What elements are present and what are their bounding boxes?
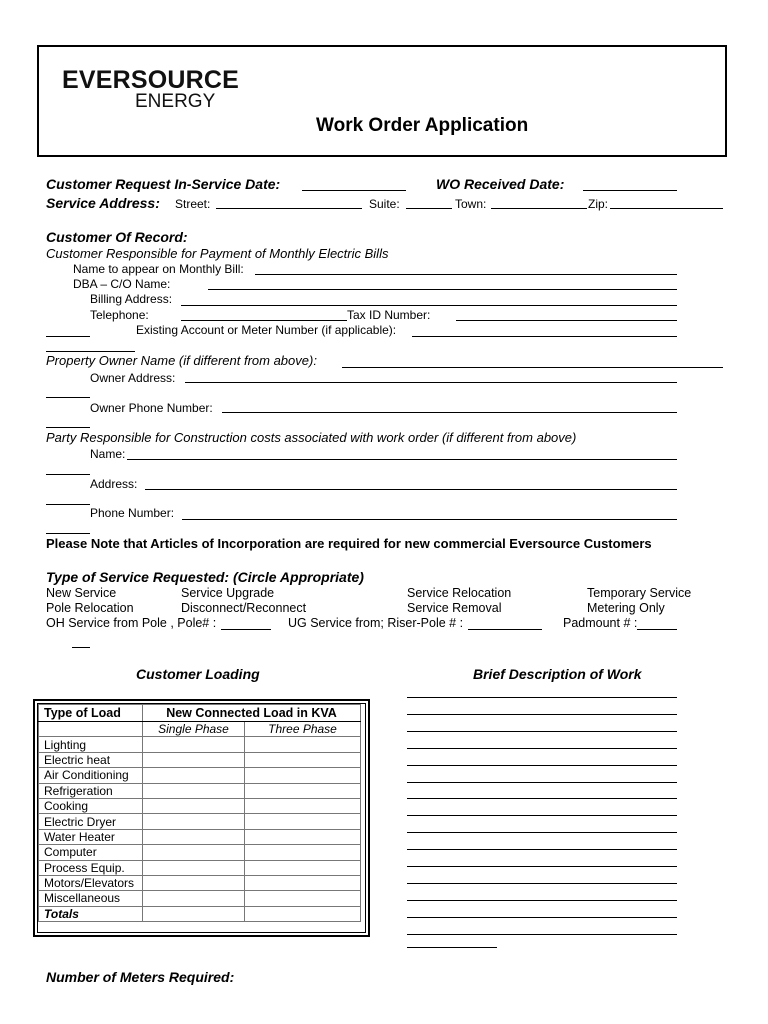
table-row <box>39 845 361 860</box>
dba-field[interactable] <box>208 289 677 290</box>
option-new-service[interactable]: New Service <box>46 586 117 600</box>
line-stub <box>46 427 90 428</box>
col-type-of-load: Type of Load <box>39 705 143 722</box>
logo-line2: ENERGY <box>135 91 216 112</box>
line-stub <box>46 533 90 534</box>
description-line[interactable] <box>407 900 677 901</box>
riser-pole-field[interactable] <box>468 629 542 630</box>
construction-phone-label: Phone Number: <box>90 506 175 520</box>
three-phase-cell[interactable] <box>245 814 361 829</box>
customer-of-record-heading: Customer Of Record: <box>46 229 188 245</box>
single-phase-cell[interactable] <box>143 829 245 844</box>
incorporation-note: Please Note that Articles of Incorporation are required for new commercial Eversource Customers <box>46 536 652 551</box>
construction-address-label: Address: <box>90 477 138 491</box>
three-phase-cell[interactable] <box>245 845 361 860</box>
single-phase-cell[interactable] <box>143 875 245 890</box>
option-service-removal[interactable]: Service Removal <box>407 601 502 615</box>
table-row <box>39 737 361 752</box>
description-line[interactable] <box>407 866 677 867</box>
three-phase-cell[interactable] <box>245 860 361 875</box>
customer-loading-table <box>33 699 370 937</box>
suite-field[interactable] <box>406 208 452 209</box>
customer-loading-heading: Customer Loading <box>136 666 260 682</box>
load-type: Motors/Elevators <box>39 875 143 890</box>
page-title: Work Order Application <box>316 115 529 136</box>
line-stub <box>72 647 90 648</box>
col-three-phase: Three Phase <box>245 722 361 737</box>
three-phase-cell[interactable] <box>245 875 361 890</box>
service-type-heading: Type of Service Requested: (Circle Appropriate) <box>46 569 364 585</box>
street-label: Street: <box>175 197 211 211</box>
logo-line1: EVERSOURCE <box>62 66 240 94</box>
suite-label: Suite: <box>369 197 400 211</box>
construction-address-field[interactable] <box>145 489 677 490</box>
col-kva: New Connected Load in KVA <box>143 705 361 722</box>
three-phase-cell[interactable] <box>245 768 361 783</box>
description-line[interactable] <box>407 748 677 749</box>
taxid-label: Tax ID Number: <box>347 308 431 322</box>
owner-phone-field[interactable] <box>222 412 677 413</box>
three-phase-total[interactable] <box>245 906 361 921</box>
street-field[interactable] <box>216 208 362 209</box>
line-stub <box>46 504 90 505</box>
load-type: Lighting <box>39 737 143 752</box>
three-phase-cell[interactable] <box>245 798 361 813</box>
description-line[interactable] <box>407 798 677 799</box>
in-service-date-field[interactable] <box>302 190 406 191</box>
taxid-field[interactable] <box>456 320 677 321</box>
description-line[interactable] <box>407 947 497 948</box>
three-phase-cell[interactable] <box>245 783 361 798</box>
load-type: Process Equip. <box>39 860 143 875</box>
padmount-label: Padmount # : <box>563 616 638 630</box>
line-stub <box>46 474 90 475</box>
service-address-label: Service Address: <box>46 195 160 211</box>
zip-label: Zip: <box>588 197 609 211</box>
single-phase-cell[interactable] <box>143 860 245 875</box>
description-heading: Brief Description of Work <box>473 666 642 682</box>
table-row <box>39 891 361 906</box>
telephone-label: Telephone: <box>90 308 149 322</box>
single-phase-cell[interactable] <box>143 752 245 767</box>
bill-name-field[interactable] <box>255 274 677 275</box>
load-type: Computer <box>39 845 143 860</box>
option-pole-relocation[interactable]: Pole Relocation <box>46 601 134 615</box>
line-stub <box>46 336 90 337</box>
telephone-field[interactable] <box>181 320 347 321</box>
construction-name-field[interactable] <box>127 459 677 460</box>
load-type: Cooking <box>39 798 143 813</box>
line-stub <box>46 351 135 352</box>
account-field[interactable] <box>412 336 677 337</box>
billing-address-field[interactable] <box>181 305 677 306</box>
load-type: Miscellaneous <box>39 891 143 906</box>
wo-received-label: WO Received Date: <box>436 176 565 192</box>
bill-name-label: Name to appear on Monthly Bill: <box>73 262 244 276</box>
zip-field[interactable] <box>610 208 723 209</box>
option-service-relocation[interactable]: Service Relocation <box>407 586 512 600</box>
property-owner-field[interactable] <box>342 367 723 368</box>
owner-address-field[interactable] <box>185 382 677 383</box>
description-line[interactable] <box>407 765 677 766</box>
owner-address-label: Owner Address: <box>90 371 176 385</box>
description-line[interactable] <box>407 697 677 698</box>
single-phase-cell[interactable] <box>143 783 245 798</box>
option-metering-only[interactable]: Metering Only <box>587 601 665 615</box>
padmount-field[interactable] <box>637 629 677 630</box>
option-disconnect-reconnect[interactable]: Disconnect/Reconnect <box>181 601 307 615</box>
ug-service-label: UG Service from; Riser-Pole # : <box>288 616 464 630</box>
construction-phone-field[interactable] <box>182 519 677 520</box>
town-field[interactable] <box>491 208 587 209</box>
wo-received-field[interactable] <box>583 190 677 191</box>
description-line[interactable] <box>407 917 677 918</box>
three-phase-cell[interactable] <box>245 829 361 844</box>
option-temporary-service[interactable]: Temporary Service <box>587 586 692 600</box>
construction-name-label: Name: <box>90 447 126 461</box>
single-phase-cell[interactable] <box>143 845 245 860</box>
billing-address-label: Billing Address: <box>90 292 173 306</box>
description-line[interactable] <box>407 815 677 816</box>
owner-phone-label: Owner Phone Number: <box>90 401 213 415</box>
single-phase-cell[interactable] <box>143 737 245 752</box>
description-line[interactable] <box>407 714 677 715</box>
oh-service-label: OH Service from Pole , Pole# : <box>46 616 217 630</box>
load-type: Refrigeration <box>39 783 143 798</box>
dba-label: DBA – C/O Name: <box>73 277 171 291</box>
load-type: Electric heat <box>39 752 143 767</box>
table-row <box>39 860 361 875</box>
three-phase-cell[interactable] <box>245 752 361 767</box>
table-row <box>39 768 361 783</box>
single-phase-cell[interactable] <box>143 768 245 783</box>
table-row <box>39 798 361 813</box>
description-line[interactable] <box>407 731 677 732</box>
account-label: Existing Account or Meter Number (if applicable): <box>136 323 397 337</box>
description-line[interactable] <box>407 883 677 884</box>
property-owner-heading: Property Owner Name (if different from above): <box>46 353 317 368</box>
option-service-upgrade[interactable]: Service Upgrade <box>181 586 275 600</box>
table-row <box>39 814 361 829</box>
description-line[interactable] <box>407 934 677 935</box>
three-phase-cell[interactable] <box>245 737 361 752</box>
construction-party-heading: Party Responsible for Construction costs associated with work order (if different from above) <box>46 430 577 445</box>
single-phase-cell[interactable] <box>143 814 245 829</box>
single-phase-cell[interactable] <box>143 891 245 906</box>
table-row <box>39 783 361 798</box>
in-service-date-label: Customer Request In-Service Date: <box>46 176 281 192</box>
pole-number-field[interactable] <box>221 629 271 630</box>
town-label: Town: <box>455 197 487 211</box>
customer-of-record-subheading: Customer Responsible for Payment of Monthly Electric Bills <box>46 246 389 261</box>
description-line[interactable] <box>407 849 677 850</box>
load-type: Electric Dryer <box>39 814 143 829</box>
single-phase-total[interactable] <box>143 906 245 921</box>
table-row <box>39 752 361 767</box>
load-type: Air Conditioning <box>39 768 143 783</box>
meters-required-label: Number of Meters Required: <box>46 969 235 985</box>
col-single-phase: Single Phase <box>143 722 245 737</box>
single-phase-cell[interactable] <box>143 798 245 813</box>
load-type: Water Heater <box>39 829 143 844</box>
line-stub <box>46 397 90 398</box>
table-row <box>39 875 361 890</box>
three-phase-cell[interactable] <box>245 891 361 906</box>
totals-label: Totals <box>39 906 143 921</box>
description-line[interactable] <box>407 782 677 783</box>
description-line[interactable] <box>407 832 677 833</box>
table-row <box>39 906 361 921</box>
table-row <box>39 829 361 844</box>
